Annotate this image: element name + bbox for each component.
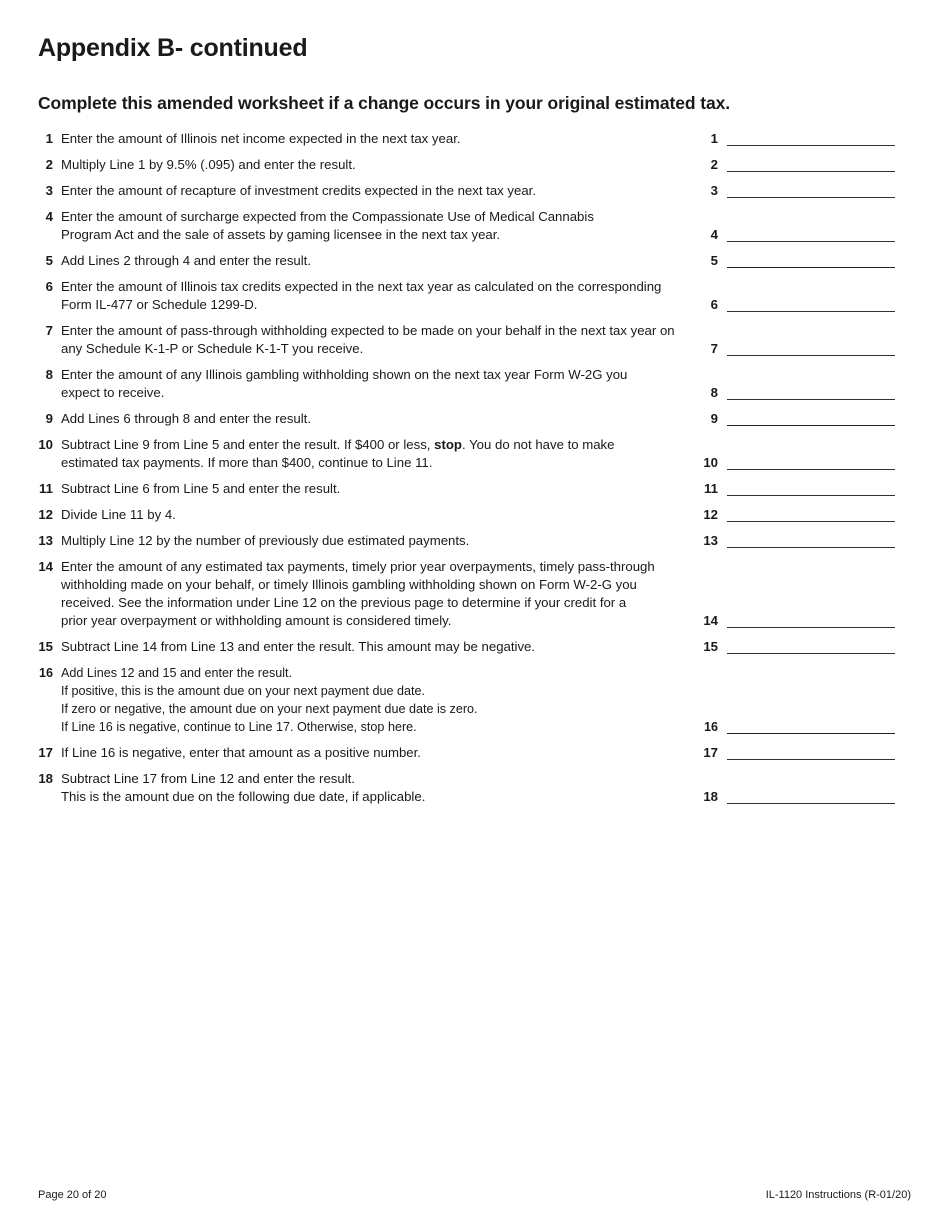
worksheet-line-4 [0,208,950,244]
worksheet-line-14 [0,558,950,630]
line-label: 16 [703,720,718,734]
line-label: 9 [710,411,718,426]
line-text: Form IL-477 or Schedule 1299-D. [61,297,258,312]
stop-emphasis: stop [434,437,462,452]
worksheet-line-6 [0,278,950,314]
line-text [61,436,701,454]
line-number: 4 [45,209,53,224]
line-label: 15 [703,639,718,654]
line-6-entry-field[interactable] [727,311,895,312]
line-label: 5 [710,253,718,268]
line-text: Enter the amount of Illinois tax credits expected in the next tax year as calculated on the corresponding [61,279,662,294]
line-number: 16 [38,666,53,680]
line-description [61,252,701,270]
line-number: 14 [38,559,53,574]
line-description [61,506,701,524]
line-label: 4 [710,227,718,242]
worksheet-line-9 [0,410,950,428]
line-label: 14 [703,613,718,628]
line-number: 9 [45,411,53,426]
line-label: 2 [710,157,718,172]
line-description [61,182,701,200]
line-label: 11 [704,481,718,496]
line-label: 7 [710,341,718,356]
line-13-entry-field[interactable] [727,547,895,548]
line-description [61,322,701,358]
worksheet-line-2 [0,156,950,174]
line-text: If zero or negative, the amount due on your next payment due date is zero. [61,702,478,716]
line-label: 17 [703,745,718,760]
line-number: 3 [45,183,53,198]
line-11-entry-field[interactable] [727,495,895,496]
line-number: 17 [38,745,53,760]
line-text: If Line 16 is negative, continue to Line 17. Otherwise, stop here. [61,720,417,734]
line-description [61,366,701,402]
line-text: withholding made on your behalf, or timely Illinois gambling withholding shown on Form W-2-G you [61,577,637,592]
line-text: expect to receive. [61,385,165,400]
line-text-suffix: . You do not have to make [461,437,615,452]
line-description [61,744,701,762]
worksheet-line-12 [0,506,950,524]
line-description [61,480,701,498]
line-label: 18 [703,789,718,804]
line-label: 3 [710,183,718,198]
line-description [61,558,701,630]
line-15-entry-field[interactable] [727,653,895,654]
line-text: Enter the amount of recapture of investment credits expected in the next tax year. [61,183,537,198]
line-3-entry-field[interactable] [727,197,895,198]
line-number: 12 [38,507,53,522]
worksheet-subtitle: Complete this amended worksheet if a change occurs in your original estimated tax. [38,93,730,113]
line-4-entry-field[interactable] [727,241,895,242]
line-number: 8 [45,367,53,382]
line-text: This is the amount due on the following due date, if applicable. [61,789,426,804]
line-text: Enter the amount of any estimated tax payments, timely prior year overpayments, timely pass-through [61,559,655,574]
line-description [61,532,701,550]
form-identifier: IL-1120 Instructions (R-01/20) [765,1189,911,1201]
line-description [61,278,701,314]
line-label: 10 [703,455,718,470]
line-10-entry-field[interactable] [727,469,895,470]
line-label: 8 [710,385,718,400]
line-2-entry-field[interactable] [727,171,895,172]
line-text: Enter the amount of surcharge expected from the Compassionate Use of Medical Cannabis [61,209,594,224]
line-8-entry-field[interactable] [727,399,895,400]
line-text: Add Lines 6 through 8 and enter the result. [61,411,312,426]
line-number: 1 [45,131,53,146]
line-text: Add Lines 12 and 15 and enter the result. [61,666,293,680]
line-text: received. See the information under Line 12 on the previous page to determine if your credit for a [61,595,627,610]
line-label: 1 [710,131,718,146]
line-7-entry-field[interactable] [727,355,895,356]
worksheet-line-11 [0,480,950,498]
worksheet-line-13 [0,532,950,550]
worksheet-line-1 [0,130,950,148]
line-text: Add Lines 2 through 4 and enter the result. [61,253,312,268]
worksheet-line-15 [0,638,950,656]
worksheet-line-17 [0,744,950,762]
line-number: 2 [45,157,53,172]
worksheet-line-16 [0,664,950,736]
line-text: Multiply Line 1 by 9.5% (.095) and enter the result. [61,157,356,172]
line-text: Enter the amount of Illinois net income expected in the next tax year. [61,131,461,146]
line-17-entry-field[interactable] [727,759,895,760]
page-title: Appendix B- continued [38,34,308,62]
line-text: Subtract Line 17 from Line 12 and enter the result. [61,771,355,786]
line-label: 6 [710,297,718,312]
line-18-entry-field[interactable] [727,803,895,804]
line-description [61,156,701,174]
line-text: Divide Line 11 by 4. [61,507,176,522]
line-description [61,410,701,428]
line-text: Enter the amount of any Illinois gambling withholding shown on the next tax year Form W-2G you [61,367,628,382]
line-number: 11 [39,481,53,496]
worksheet [0,130,950,814]
line-text-prefix: Subtract Line 9 from Line 5 and enter the result. If $400 or less, [61,437,435,452]
line-number: 18 [38,771,53,786]
line-number: 13 [38,533,53,548]
line-number: 5 [45,253,53,268]
line-5-entry-field[interactable] [727,267,895,268]
line-text: Program Act and the sale of assets by gaming licensee in the next tax year. [61,227,501,242]
line-text: If positive, this is the amount due on your next payment due date. [61,684,426,698]
line-label: 13 [703,533,718,548]
line-text: estimated tax payments. If more than $400, continue to Line 11. [61,455,433,470]
page-number: Page 20 of 20 [38,1189,107,1201]
line-description [61,436,701,472]
line-9-entry-field[interactable] [727,425,895,426]
line-14-entry-field[interactable] [727,627,895,628]
line-description [61,638,701,656]
line-1-entry-field[interactable] [727,145,895,146]
line-description [61,664,701,736]
worksheet-line-8 [0,366,950,402]
line-text: Subtract Line 14 from Line 13 and enter the result. This amount may be negative. [61,639,536,654]
line-text: Subtract Line 6 from Line 5 and enter the result. [61,481,341,496]
line-text: Enter the amount of pass-through withholding expected to be made on your behalf in the next tax year on [61,323,675,338]
worksheet-line-5 [0,252,950,270]
line-number: 15 [38,639,53,654]
line-12-entry-field[interactable] [727,521,895,522]
line-number: 6 [45,279,53,294]
line-text: If Line 16 is negative, enter that amount as a positive number. [61,745,421,760]
worksheet-line-18 [0,770,950,806]
line-text: any Schedule K-1-P or Schedule K-1-T you receive. [61,341,364,356]
worksheet-line-3 [0,182,950,200]
line-label: 12 [703,507,718,522]
line-number: 7 [45,323,53,338]
worksheet-line-10 [0,436,950,472]
line-description [61,130,701,148]
line-text: Multiply Line 12 by the number of previously due estimated payments. [61,533,470,548]
line-text: prior year overpayment or withholding amount is considered timely. [61,613,452,628]
line-description [61,208,701,244]
line-number: 10 [38,437,53,452]
line-description [61,770,701,806]
line-16-entry-field[interactable] [727,733,895,734]
worksheet-line-7 [0,322,950,358]
